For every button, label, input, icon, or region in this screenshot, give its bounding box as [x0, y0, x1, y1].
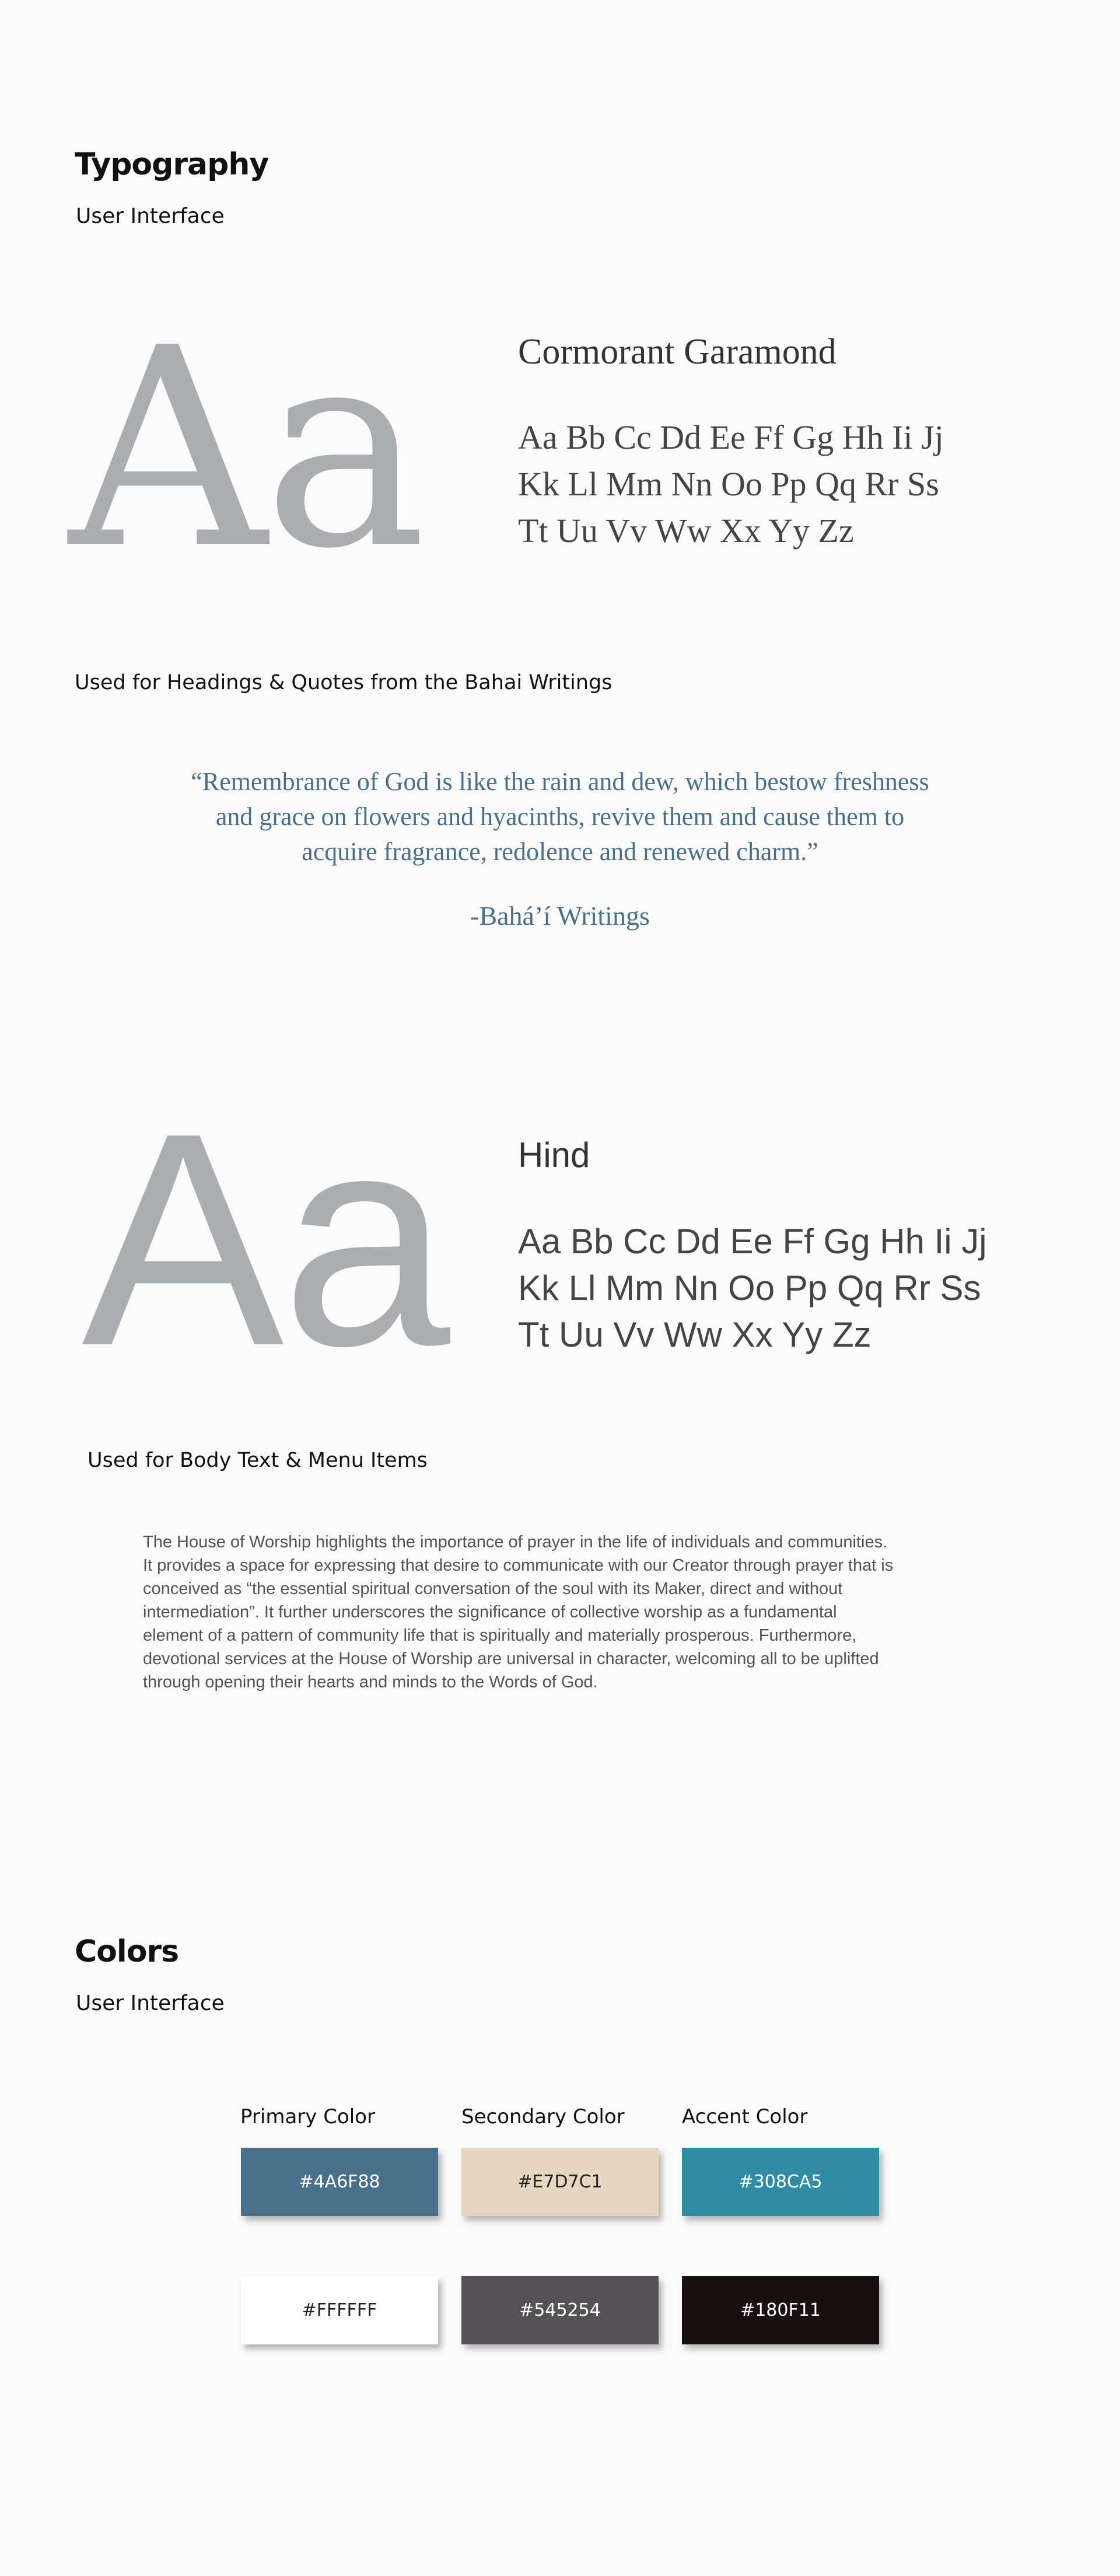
- body-text-line: through opening their hearts and minds to the Words of God.: [143, 1673, 598, 1691]
- swatch-hex-label: #545254: [519, 2300, 601, 2320]
- color-swatch-gray: [461, 2276, 659, 2344]
- serif-usage-note: Used for Headings & Quotes from the Bahai Writings: [75, 671, 612, 694]
- swatch-hex-label: #308CA5: [738, 2172, 822, 2192]
- quote-line: acquire fragrance, redolence and renewed charm.”: [302, 837, 818, 866]
- body-text-line: intermediation”. It further underscores the significance of collective worship as a fundamental: [143, 1603, 837, 1621]
- serif-alphabet: [518, 414, 944, 554]
- colors-title: Colors: [75, 1934, 179, 1969]
- swatch-hex-label: #FFFFFF: [302, 2300, 377, 2320]
- color-swatch-accent: [682, 2148, 879, 2216]
- serif-font-name: Cormorant Garamond: [518, 332, 836, 372]
- sans-alphabet-line: Aa Bb Cc Dd Ee Ff Gg Hh Ii Jj: [518, 1222, 987, 1261]
- body-text-line: The House of Worship highlights the importance of prayer in the life of individuals and communities.: [143, 1533, 888, 1551]
- color-swatch-white: [241, 2276, 438, 2344]
- body-text-line: conceived as “the essential spiritual conversation of the soul with its Maker, direct and without: [143, 1579, 843, 1598]
- quote-line: and grace on flowers and hyacinths, revive them and cause them to: [215, 802, 905, 831]
- sans-alphabet: [518, 1218, 987, 1358]
- swatch-hex-label: #4A6F88: [299, 2172, 380, 2192]
- sans-usage-note: Used for Body Text & Menu Items: [88, 1449, 428, 1472]
- color-swatch-primary: [241, 2148, 438, 2216]
- serif-alphabet-line: Aa Bb Cc Dd Ee Ff Gg Hh Ii Jj: [518, 418, 944, 456]
- color-swatch-secondary: [461, 2148, 659, 2216]
- quote-line: “Remembrance of God is like the rain and dew, which bestow freshness: [191, 767, 929, 796]
- swatch-hex-label: #E7D7C1: [517, 2172, 603, 2192]
- typography-title: Typography: [75, 147, 269, 182]
- sans-alphabet-line: Tt Uu Vv Ww Xx Yy Zz: [518, 1315, 872, 1354]
- typography-subtitle: User Interface: [76, 204, 225, 228]
- body-text-line: It provides a space for expressing that desire to communicate with our Creator through prayer that is: [143, 1556, 894, 1575]
- quote-attribution: -Bahá’í Writings: [470, 901, 650, 931]
- body-text-line: element of a pattern of community life that is spiritually and materially prosperous. Furthermore,: [143, 1626, 857, 1645]
- serif-sample-glyphs: Aa: [69, 289, 424, 609]
- sans-font-name: Hind: [518, 1135, 590, 1175]
- primary-color-label: Primary Color: [240, 2105, 375, 2128]
- color-swatch-dark: [682, 2276, 879, 2344]
- serif-alphabet-line: Tt Uu Vv Ww Xx Yy Zz: [518, 512, 854, 550]
- quote-block: [93, 764, 1027, 869]
- sans-sample-glyphs: Aa: [82, 1070, 449, 1409]
- body-text-line: devotional services at the House of Worship are universal in character, welcoming all to be uplifted: [143, 1649, 879, 1668]
- body-text-sample: [143, 1530, 893, 1694]
- colors-subtitle: User Interface: [76, 1991, 225, 2015]
- sans-alphabet-line: Kk Ll Mm Nn Oo Pp Qq Rr Ss: [518, 1268, 981, 1308]
- accent-color-label: Accent Color: [682, 2105, 808, 2128]
- serif-alphabet-line: Kk Ll Mm Nn Oo Pp Qq Rr Ss: [518, 465, 939, 503]
- secondary-color-label: Secondary Color: [461, 2105, 625, 2128]
- swatch-hex-label: #180F11: [740, 2300, 821, 2320]
